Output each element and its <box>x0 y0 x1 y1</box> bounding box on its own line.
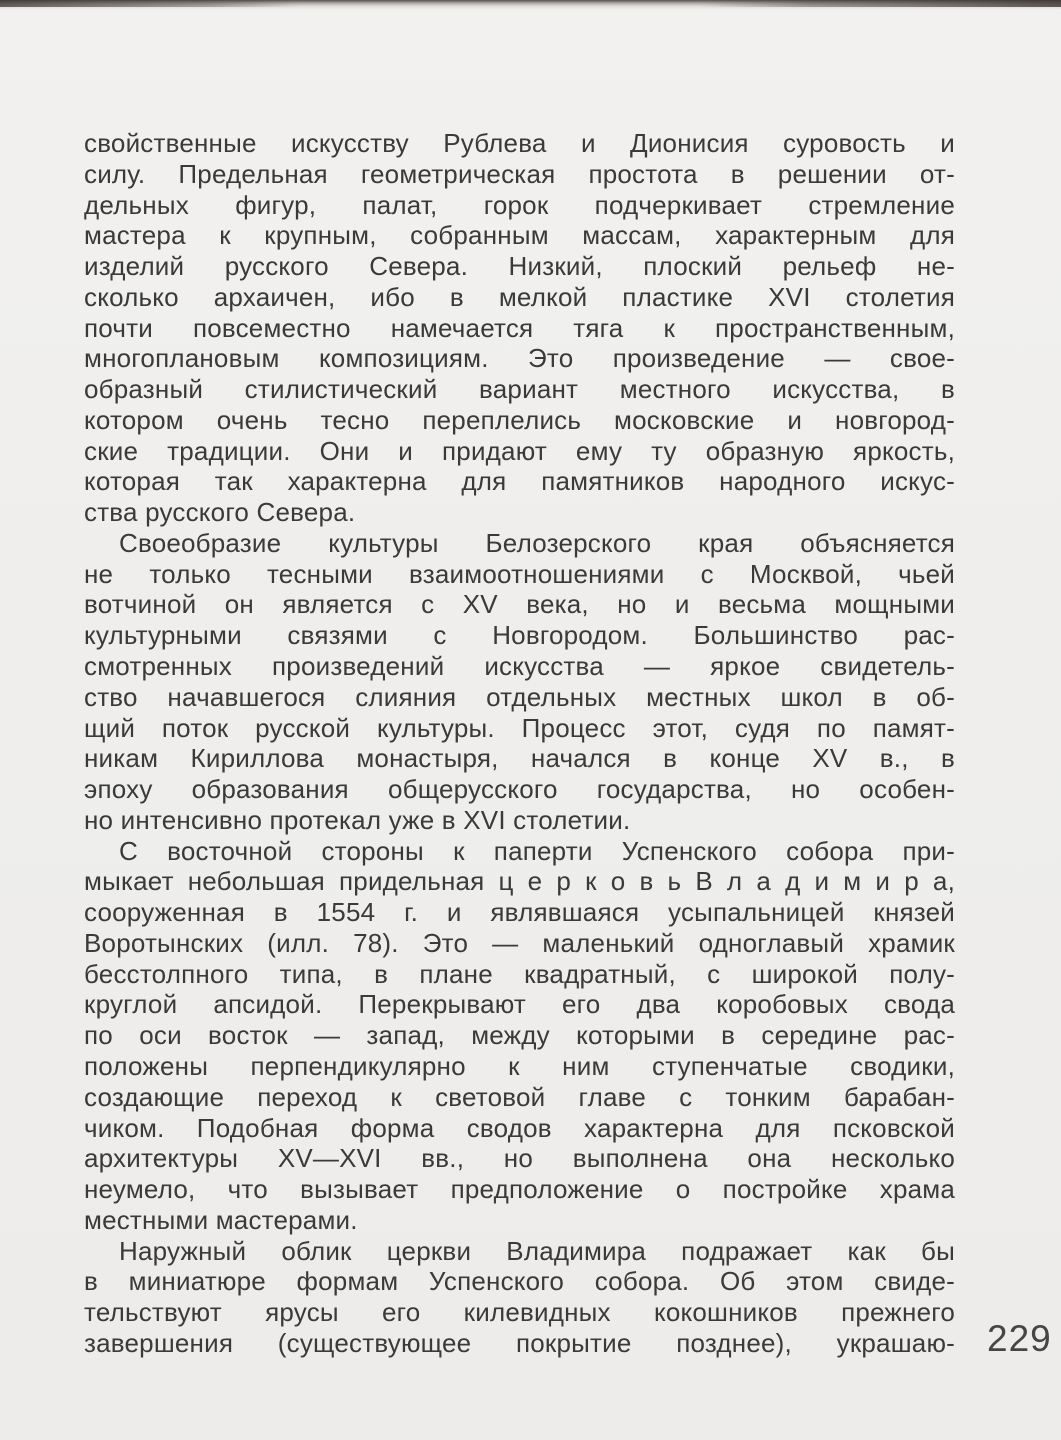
text-line: культурными связями с Новгородом. Большинство рас- <box>84 620 955 651</box>
text-line: вотчиной он является с XV века, но и весьма мощными <box>84 589 955 620</box>
text-line: образный стилистический вариант местного искусства, в <box>84 374 955 405</box>
text-line: сколько архаичен, ибо в мелкой пластике XVI столетия <box>84 281 955 312</box>
text-line: создающие переход к световой главе с тонким барабан- <box>84 1081 955 1112</box>
scan-edge-corner-right <box>701 0 1061 7</box>
text-line: неумело, что вызывает предположение о постройке храма <box>84 1174 955 1205</box>
text-line: в миниатюре формам Успенского собора. Об этом свиде- <box>84 1266 955 1297</box>
text-line: которая так характерна для памятников народного искус- <box>84 466 955 497</box>
scan-edge-corner-left <box>0 0 300 7</box>
paragraph <box>84 528 955 836</box>
text-line: но интенсивно протекал уже в XVI столетии. <box>84 804 631 835</box>
text-line: ство начавшегося слияния отдельных местных школ в об- <box>84 681 955 712</box>
text-line: ства русского Севера. <box>84 497 356 528</box>
text-line: никам Кириллова монастыря, начался в конце XV в., в <box>84 743 955 774</box>
text-line: архитектуры XV—XVI вв., но выполнена она несколько <box>84 1143 955 1174</box>
text-line: дельных фигур, палат, горок подчеркивает стремление <box>84 189 955 220</box>
text-line: ские традиции. Они и придают ему ту образную яркость, <box>84 435 955 466</box>
text-line: Наружный облик церкви Владимира подражает как бы <box>119 1235 955 1266</box>
text-line: котором очень тесно переплелись московские и новгород- <box>84 404 955 435</box>
text-line: почти повсеместно намечается тяга к пространственным, <box>84 312 955 343</box>
text-line: С восточной стороны к паперти Успенского собора при- <box>119 835 955 866</box>
page-number: 229 <box>987 1318 1052 1359</box>
text-line: Воротынских (илл. 78). Это — маленький одноглавый храмик <box>84 927 955 958</box>
text-line: мыкает небольшая придельная ц е р к о в ь В л а д и м и р а, <box>84 866 955 897</box>
text-line: мастера к крупным, собранным массам, характерным для <box>84 220 955 251</box>
text-line: свойственные искусству Рублева и Дионисия суровость и <box>84 128 955 158</box>
text-line: многоплановым композициям. Это произведение — свое- <box>84 343 955 374</box>
text-line: завершения (существующее покрытие позднее), украшаю- <box>84 1327 955 1358</box>
text-line: местными мастерами. <box>84 1204 358 1235</box>
text-line: сооруженная в 1554 г. и являвшаяся усыпальницей князей <box>84 897 955 928</box>
text-line: по оси восток — запад, между которыми в середине рас- <box>84 1020 955 1051</box>
paragraph <box>84 128 955 528</box>
scan-edge-shadow <box>0 0 1061 10</box>
text-line: тельствуют ярусы его килевидных кокошников прежнего <box>84 1297 955 1328</box>
text-line: изделий русского Севера. Низкий, плоский рельеф не- <box>84 251 955 282</box>
text-line: положены перпендикулярно к ним ступенчатые сводики, <box>84 1050 955 1081</box>
text-line: эпоху образования общерусского государства, но особен- <box>84 774 955 805</box>
text-column <box>84 128 955 1359</box>
text-line: бесстолпного типа, в плане квадратный, с широкой полу- <box>84 958 955 989</box>
text-line: смотренных произведений искусства — яркое свидетель- <box>84 651 955 682</box>
text-line: не только тесными взаимоотношениями с Москвой, чьей <box>84 558 955 589</box>
paragraph <box>84 836 955 1236</box>
text-line: круглой апсидой. Перекрывают его два коробовых свода <box>84 989 955 1020</box>
text-line: силу. Предельная геометрическая простота в решении от- <box>84 158 955 189</box>
text-line: щий поток русской культуры. Процесс этот, судя по памят- <box>84 712 955 743</box>
paragraph <box>84 1236 955 1359</box>
text-line: Своеобразие культуры Белозерского края объясняется <box>119 527 955 558</box>
text-line: чиком. Подобная форма сводов характерна для псковской <box>84 1112 955 1143</box>
